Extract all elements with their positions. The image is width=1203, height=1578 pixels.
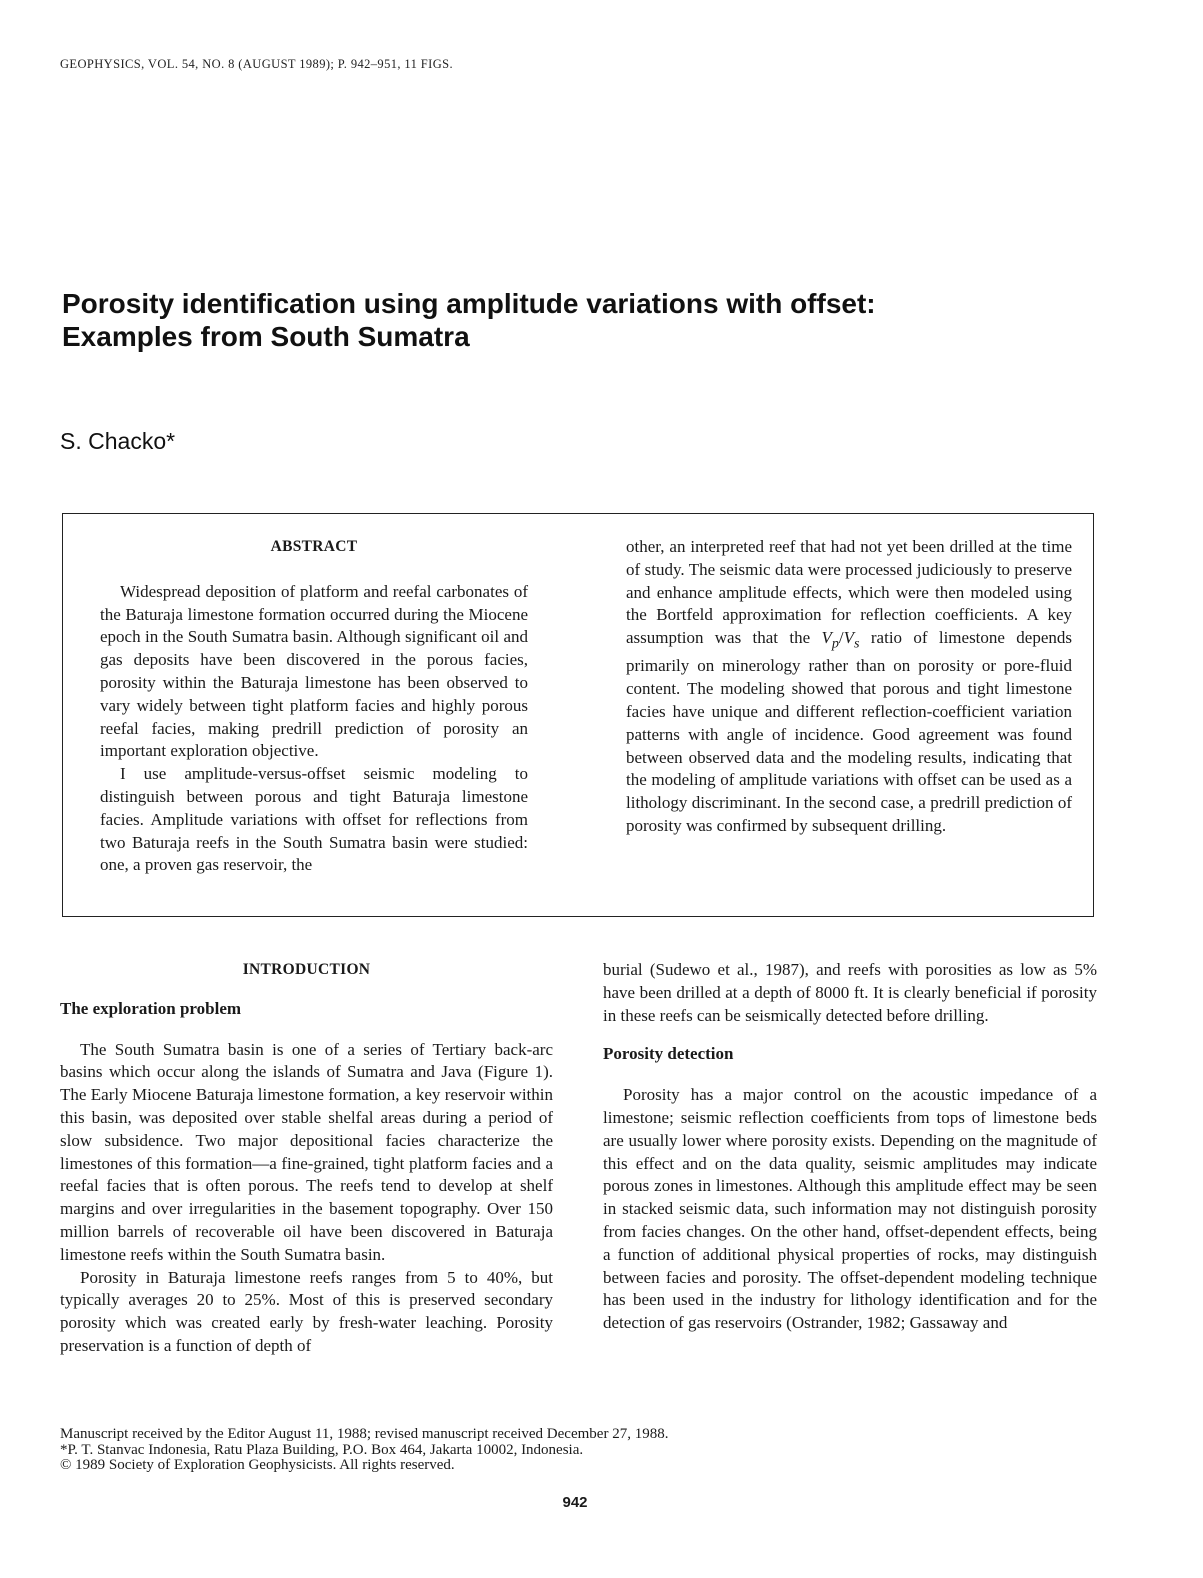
subheading-porosity-detection: Porosity detection <box>603 1044 734 1064</box>
vp-symbol: $V_p$ <box>821 628 839 652</box>
abstract-right-column <box>626 536 1072 838</box>
author-name: S. Chacko* <box>60 428 176 454</box>
paper-title <box>62 287 1062 353</box>
footnote-affiliation: *P. T. Stanvac Indonesia, Ratu Plaza Building, P.O. Box 464, Jakarta 10002, Indonesia. <box>60 1441 584 1458</box>
abstract-left-column <box>100 536 528 877</box>
abstract-paragraph-2-continued <box>626 536 1072 838</box>
body-left-column <box>60 959 553 1358</box>
subheading-exploration-problem: The exploration problem <box>60 998 242 1018</box>
abstract-paragraph-1: Widespread deposition of platform and reefal carbonates of the Baturaja limestone formation occurred during the Miocene epoch in the South Sumatra basin. Although significant oil and gas deposits have been discovered in the porous facies, porosity within the Baturaja limestone has been observed to vary widely between tight platform facies and highly porous reefal facies, making predrill prediction of porosity an important exploration objective. <box>100 581 528 761</box>
body-right-column <box>603 959 1097 1335</box>
footnote-received: Manuscript received by the Editor August 11, 1988; revised manuscript received December 27, 1988. <box>60 1426 669 1442</box>
page-number: 942 <box>562 1494 588 1511</box>
intro-paragraph-2: Porosity in Baturaja limestone reefs ranges from 5 to 40%, but typically averages 20 to 25%. Most of this is preserved secondary porosity which was created early by fresh-water leaching. Porosity preservation is a function of depth of <box>60 1267 553 1355</box>
paper-title-line-2: Examples from South Sumatra <box>62 321 470 352</box>
abstract-text-a: other, an interpreted reef that had not yet been drilled at the time of study. The seismic data were processed judiciously to preserve and enhance amplitude effects, which were then modeled using the Bortfeld approximation for reflection coefficients. A key assumption was that the <box>626 537 1072 648</box>
abstract-text-b: ratio of limestone depends primarily on minerology rather than on porosity or pore-fluid content. The modeling showed that porous and tight limestone facies have unique and different reflection-coefficient variation patterns with angle of incidence. Good agreement was found between observed data and the modeling results, indicating that the modeling of amplitude variations with offset can be used as a lithology discriminant. In the second case, a predrill prediction of porosity was confirmed by subsequent drilling. <box>626 628 1072 835</box>
intro-paragraph-2-continued: burial (Sudewo et al., 1987), and reefs with porosities as low as 5% have been drilled at a depth of 8000 ft. It is clearly beneficial if porosity in these reefs can be seismically detected before drilling. <box>603 960 1097 1025</box>
footnote-copyright: © 1989 Society of Exploration Geophysicists. All rights reserved. <box>60 1457 455 1473</box>
vs-symbol: $V_s$ <box>843 628 860 652</box>
abstract-heading: ABSTRACT <box>270 538 358 555</box>
porosity-detection-paragraph: Porosity has a major control on the acoustic impedance of a limestone; seismic reflection coefficients from tops of limestone beds are usually lower where porosity exists. Depending on the magnitude of this effect and on the data quality, seismic amplitudes may indicate porous zones in limestones. Although this amplitude effect may be seen in stacked seismic data, such information may not distinguish porosity from facies changes. On the other hand, offset-dependent effects, being a function of additional physical properties of rocks, may distinguish between facies and porosity. The offset-dependent modeling technique has been used in the industry for lithology identification and for the detection of gas reservoirs (Ostrander, 1982; Gassaway and <box>603 1085 1097 1333</box>
paper-title-line-1: Porosity identification using amplitude variations with offset: <box>62 288 876 319</box>
ratio-slash: / <box>838 628 844 648</box>
abstract-paragraph-2: I use amplitude-versus-offset seismic modeling to distinguish between porous and tight Baturaja limestone facies. Amplitude variations with offset for reflections from two Baturaja reefs in the South Sumatra basin were studied: one, a proven gas reservoir, the <box>100 764 528 875</box>
journal-header: GEOPHYSICS, VOL. 54, NO. 8 (AUGUST 1989); P. 942–951, 11 FIGS. <box>60 57 454 71</box>
footnotes <box>60 1427 960 1474</box>
intro-paragraph-1: The South Sumatra basin is one of a series of Tertiary back-arc basins which occur along the islands of Sumatra and Java (Figure 1). The Early Miocene Baturaja limestone formation, a key reservoir within this basin, was deposited over stable shelfal areas during a period of slow subsidence. Two major depositional facies characterize the limestones of this formation—a fine-grained, tight platform facies and a reefal facies that is often porous. The reefs tend to develop at shelf margins and over irregularities in the basement topography. Over 150 million barrels of recoverable oil have been discovered in Baturaja limestone reefs within the South Sumatra basin. <box>60 1039 553 1264</box>
introduction-heading: INTRODUCTION <box>242 961 371 978</box>
